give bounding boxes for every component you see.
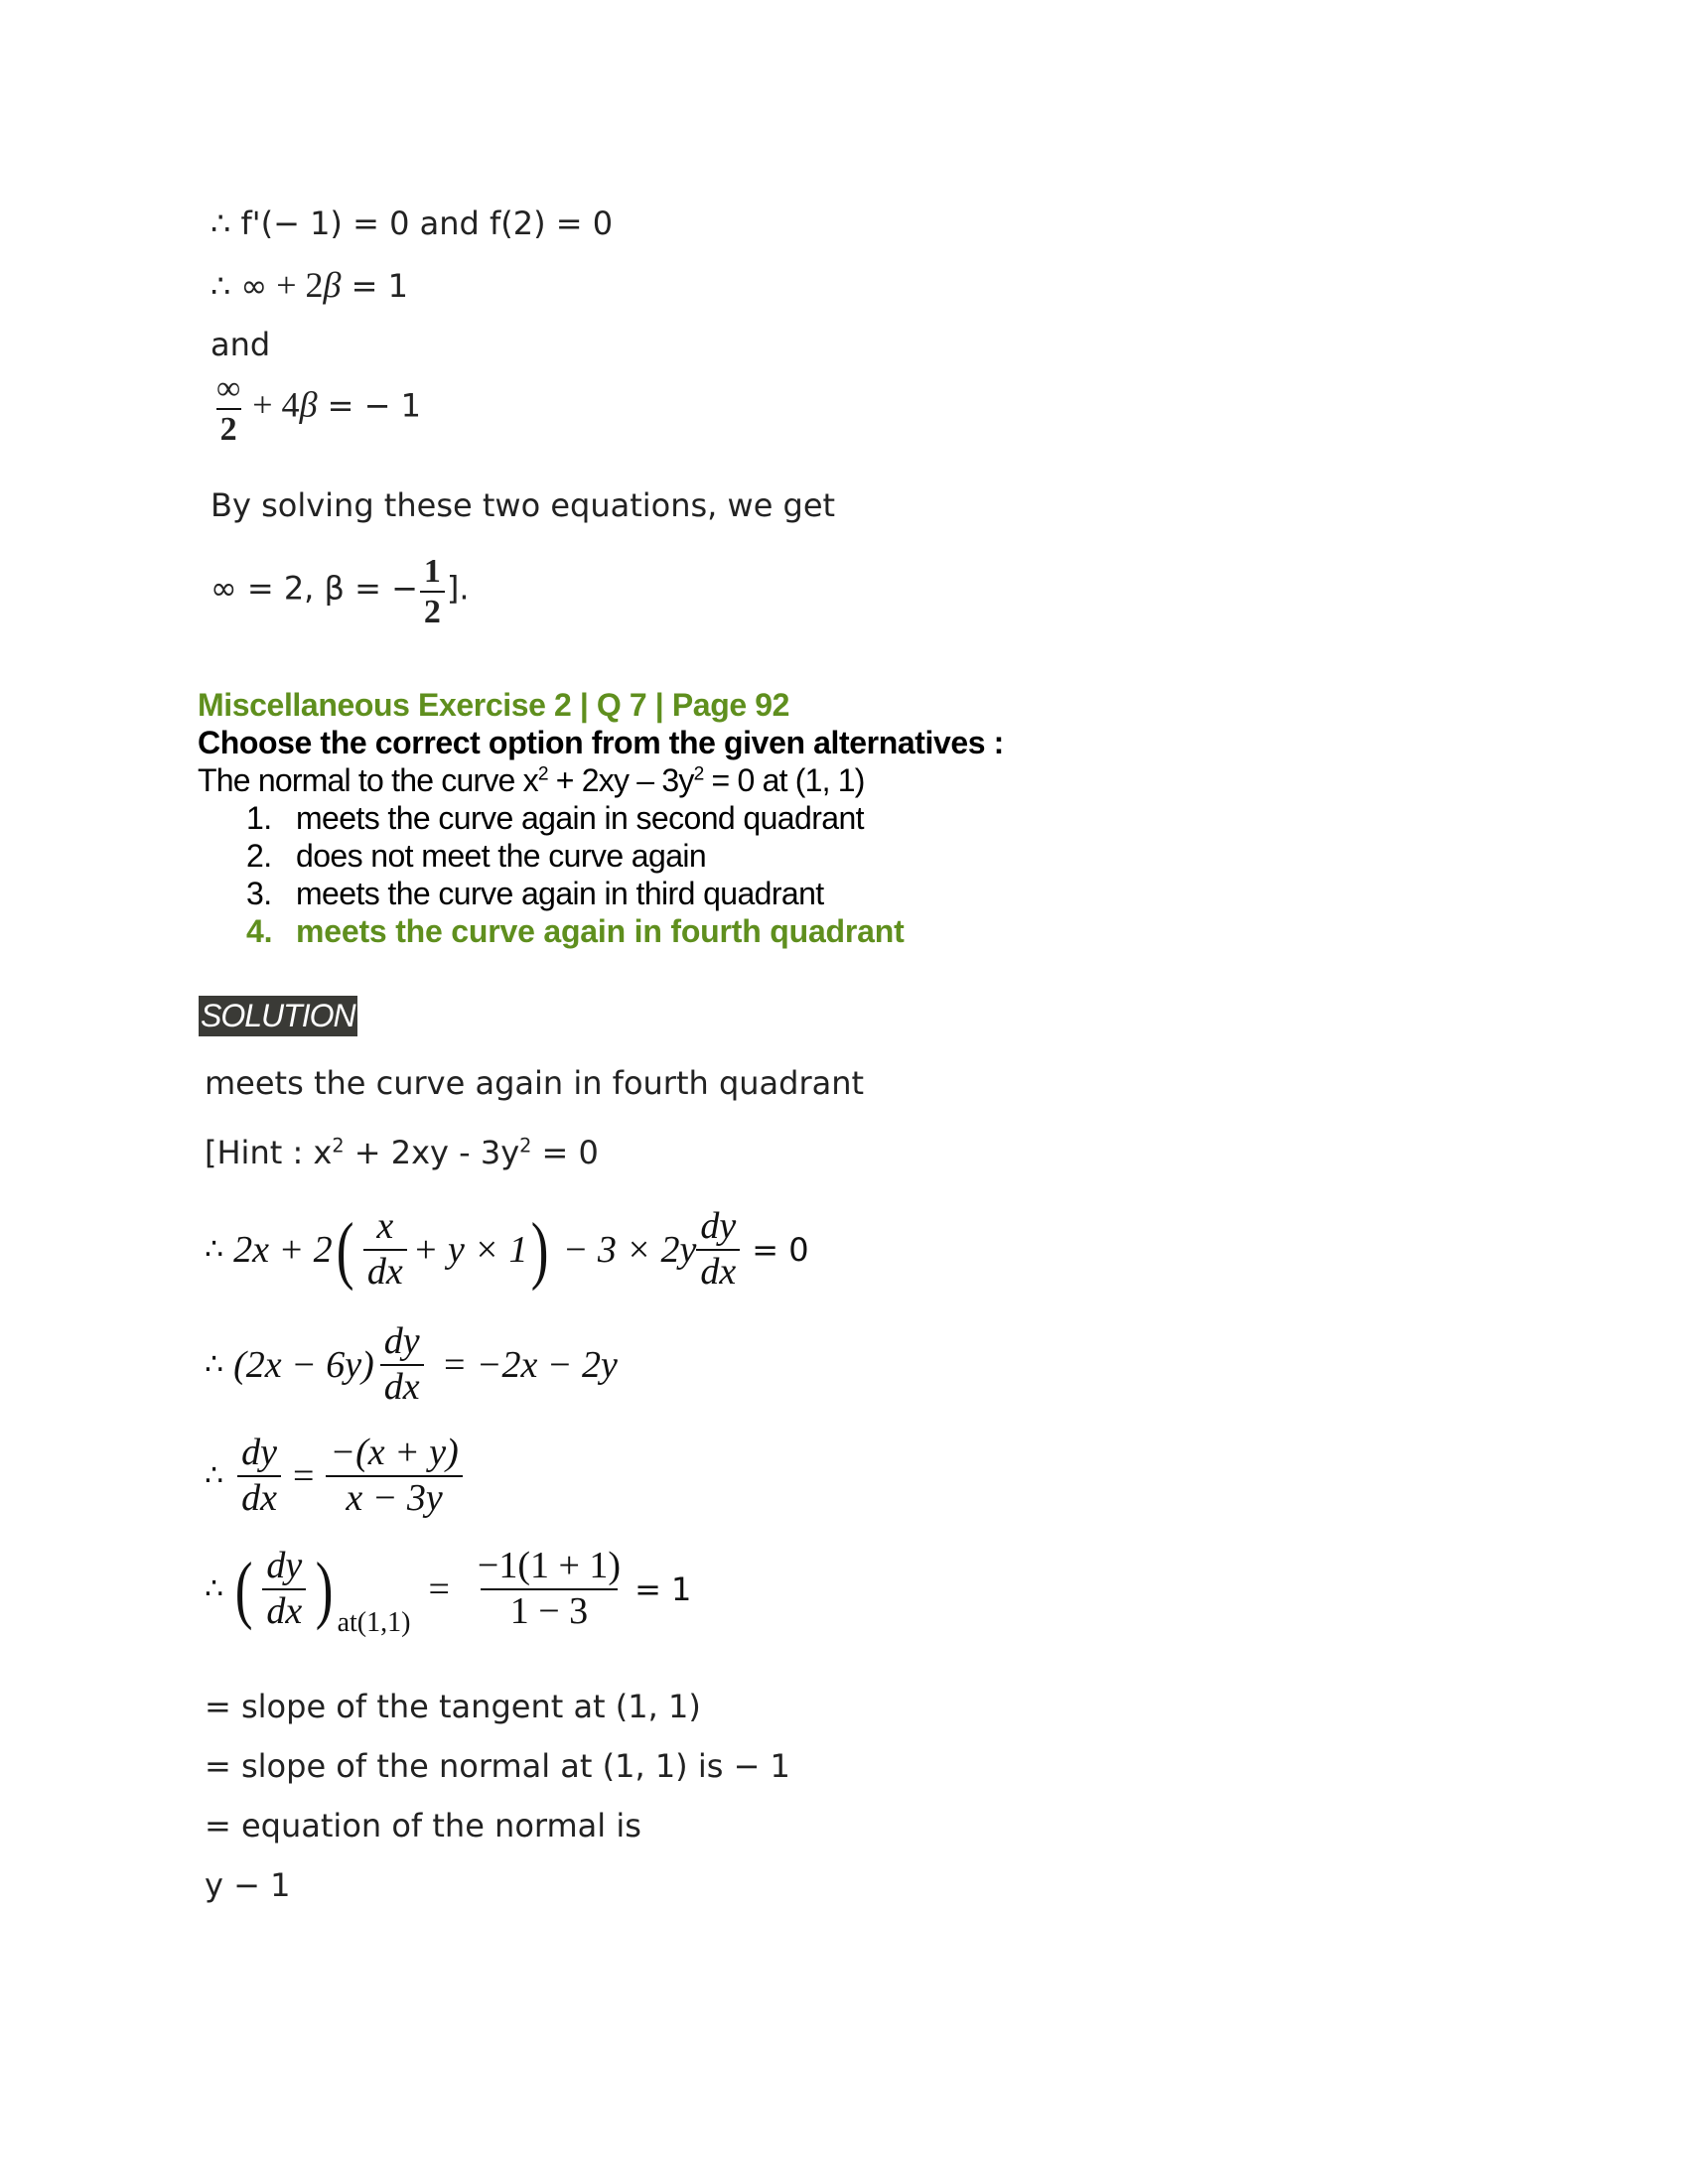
therefore-symbol: ∴ [205,1232,224,1268]
eq2-part-b: = −2x − 2y [441,1343,618,1386]
eq2-fraction-num: dy [383,1320,420,1362]
question-instruction: Choose the correct option from the given alternatives : [198,725,1004,760]
question-heading: Miscellaneous Exercise 2 | Q 7 | Page 92 [198,687,790,723]
eq1-part-c: − 3 × 2y [562,1228,697,1271]
prev-line-solving-text: By solving these two equations, we get [211,486,836,524]
prev-line-result [211,552,470,631]
eq3-rhs-den: x − 3y [326,1475,462,1521]
therefore-symbol: ∴ [205,1347,224,1383]
prev-result-prefix: ∞ = 2, β = − [211,569,418,608]
option-4-number: 4. [246,913,273,949]
solution-badge: SOLUTION [199,996,357,1036]
eq1-fraction-1 [363,1205,407,1294]
eq4-lhs-den: dx [262,1588,306,1634]
hint-sup1: 2 [332,1134,345,1158]
eq4-result: = 1 [634,1570,692,1608]
prev-eq1-beta: β [323,265,342,305]
eq1-fraction-1-den: dx [363,1249,407,1295]
eq1-part-a: 2x + 2 [233,1228,333,1271]
line-normal-slope: = slope of the normal at (1, 1) is − 1 [205,1747,790,1785]
right-paren: ) [316,1547,334,1631]
eq4-rhs-fraction [474,1545,625,1633]
option-2-number: 2. [246,838,272,874]
prev-eq2-fraction [212,369,244,449]
therefore-symbol: ∴ [205,1458,224,1494]
eq3-lhs-num: dy [241,1432,277,1473]
question-stem-sup2: 2 [693,763,704,785]
prev-line-and: and [211,326,271,363]
question-stem-suffix: = 0 at (1, 1) [703,762,865,798]
eq1-fraction-2 [696,1205,740,1294]
hint-prefix: [Hint : x [205,1134,333,1171]
eq4-lhs-num: dy [266,1545,303,1586]
question-stem-prefix: The normal to the curve x [198,762,538,798]
option-3-text: meets the curve again in third quadrant [296,876,824,911]
prev-line-derivative-conditions: ∴ f'(− 1) = 0 and f(2) = 0 [211,205,614,242]
solution-answer: meets the curve again in fourth quadrant [205,1064,865,1102]
prev-eq1-mid: + 2 [267,265,324,305]
option-2 [246,838,706,875]
eq1-fraction-2-den: dx [696,1249,740,1295]
eq3-lhs-den: dx [237,1475,281,1521]
left-paren: ( [234,1547,253,1631]
eq2-part-a: (2x − 6y) [233,1343,374,1386]
prev-eq2-mid: + 4 [252,384,300,425]
prev-eq2-beta: β [299,384,318,425]
equation-differentiation [205,1205,809,1294]
eq4-subscript: at(1,1) [337,1607,411,1639]
eq2-fraction [380,1320,424,1409]
equation-slope-at-point [205,1545,692,1639]
prev-eq1-prefix: ∴ ∞ [211,267,268,305]
question-stem [198,762,865,799]
question-stem-sup1: 2 [537,763,548,785]
equation-dy-dx [205,1432,469,1520]
prev-result-fraction-den: 2 [420,591,445,631]
prev-line-equation-2 [212,369,421,449]
prev-result-fraction-num: 1 [423,553,441,590]
eq1-fraction-1-num: x [376,1205,394,1247]
prev-eq2-fraction-den: 2 [216,408,241,449]
solution-hint [205,1134,599,1171]
option-4-text: meets the curve again in fourth quadrant [296,913,905,949]
eq1-fraction-2-num: dy [700,1205,737,1247]
option-2-text: does not meet the curve again [296,838,707,874]
question-stem-mid: + 2xy – 3y [547,762,694,798]
eq4-rhs-den: 1 − 3 [481,1588,618,1634]
hint-mid: + 2xy - 3y [344,1134,520,1171]
option-1-number: 1. [246,800,272,836]
eq1-part-b: + y × 1 [412,1228,528,1271]
eq1-part-d: = 0 [752,1230,809,1269]
option-3 [246,876,824,912]
prev-eq2-fraction-num: ∞ [216,370,241,407]
prev-line-equation-1 [211,264,408,306]
equation-rearranged [205,1320,618,1409]
eq2-fraction-den: dx [380,1364,424,1410]
eq4-lhs-fraction [262,1545,306,1633]
option-4-correct [246,913,905,950]
eq3-rhs-fraction [326,1432,462,1520]
hint-sup2: 2 [519,1134,532,1158]
right-paren: ) [531,1207,549,1292]
left-paren: ( [336,1207,354,1292]
line-normal-equation: = equation of the normal is [205,1807,641,1844]
option-3-number: 3. [246,876,272,911]
option-1 [246,800,864,837]
prev-eq1-suffix: = 1 [341,267,408,305]
hint-suffix: = 0 [531,1134,599,1171]
eq4-equals: = [428,1568,450,1610]
eq3-rhs-num: −(x + y) [330,1432,459,1473]
prev-eq2-suffix: = − 1 [317,386,421,425]
therefore-symbol: ∴ [205,1571,224,1607]
eq4-rhs-num: −1(1 + 1) [477,1545,622,1586]
prev-result-fraction [420,552,445,631]
eq3-equals: = [292,1454,315,1497]
prev-result-suffix: ]. [446,569,470,608]
option-1-text: meets the curve again in second quadrant [296,800,864,836]
line-tangent-slope: = slope of the tangent at (1, 1) [205,1688,701,1725]
eq3-lhs-fraction [237,1432,281,1520]
line-y-minus-1: y − 1 [205,1866,291,1904]
